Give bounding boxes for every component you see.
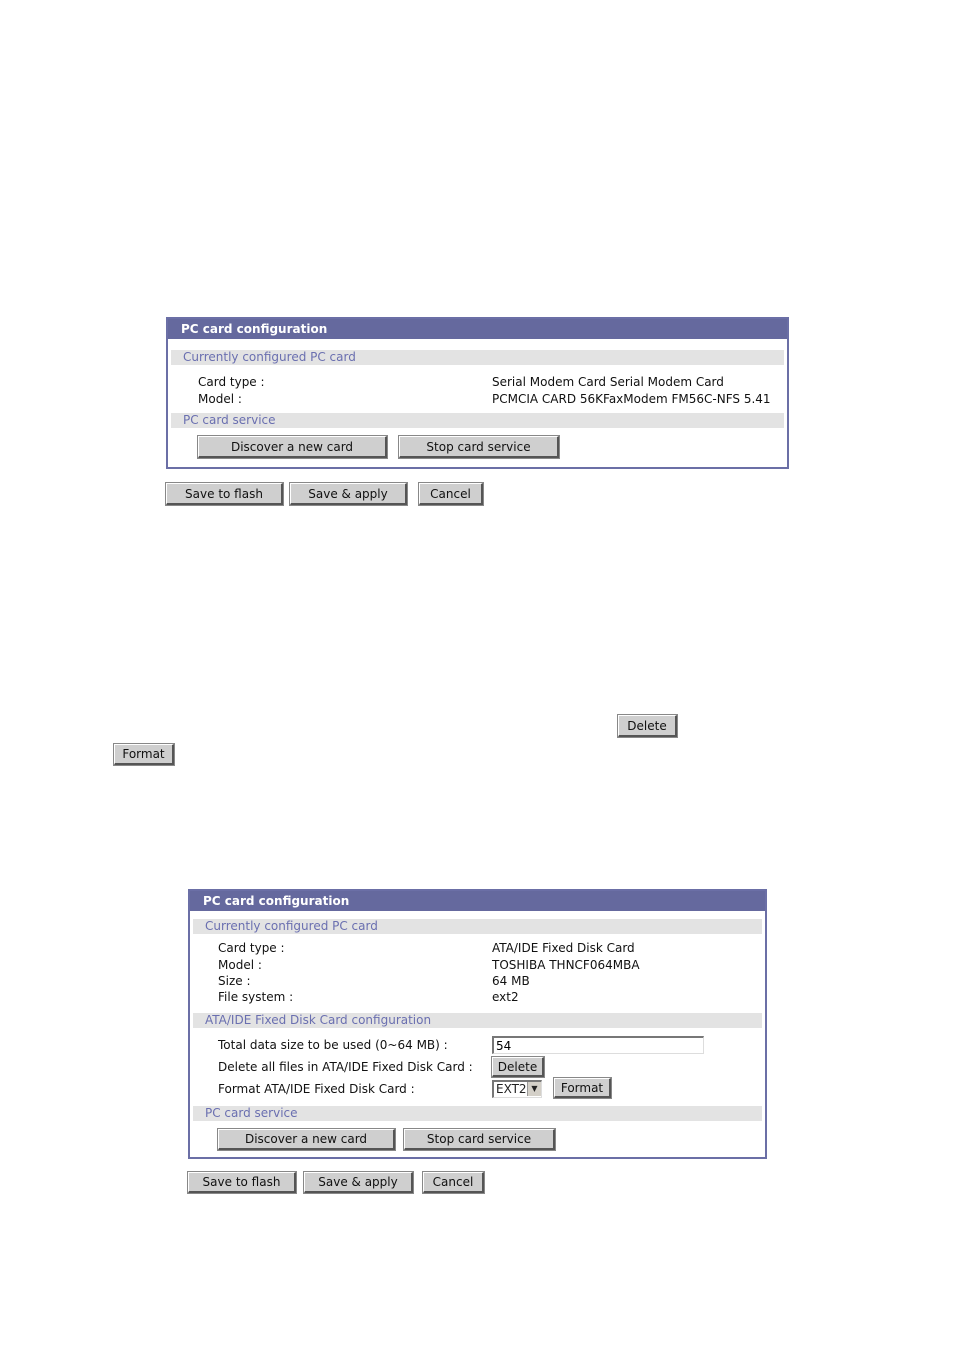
save-apply-button[interactable]: Save & apply (304, 1172, 413, 1193)
card-type-label: Card type : (218, 941, 285, 955)
section-card-service: PC card service (171, 413, 784, 428)
total-size-input[interactable] (492, 1036, 704, 1054)
card-type-label: Card type : (198, 375, 265, 389)
section-current-card: Currently configured PC card (171, 350, 784, 365)
panel-title: PC card configuration (190, 891, 765, 911)
delete-files-label: Delete all files in ATA/IDE Fixed Disk Card : (218, 1060, 473, 1074)
format-button[interactable]: Format (114, 744, 174, 765)
model-value: PCMCIA CARD 56KFaxModem FM56C-NFS 5.41 (492, 392, 771, 406)
model-label: Model : (218, 958, 262, 972)
pc-card-config-panel-2 (188, 889, 767, 1159)
section-current-card: Currently configured PC card (193, 919, 762, 934)
delete-files-button[interactable]: Delete (492, 1057, 544, 1077)
filesystem-select-value: EXT2 (496, 1082, 527, 1096)
section-disk-config: ATA/IDE Fixed Disk Card configuration (193, 1013, 762, 1028)
save-to-flash-button[interactable]: Save to flash (166, 483, 283, 505)
card-type-value: ATA/IDE Fixed Disk Card (492, 941, 635, 955)
pc-card-config-panel-1 (166, 317, 789, 469)
format-disk-button[interactable]: Format (554, 1078, 611, 1098)
cancel-button[interactable]: Cancel (419, 483, 483, 505)
discover-card-button[interactable]: Discover a new card (218, 1129, 395, 1150)
file-system-label: File system : (218, 990, 294, 1004)
cancel-button[interactable]: Cancel (423, 1172, 484, 1193)
discover-card-button[interactable]: Discover a new card (198, 436, 387, 458)
size-value: 64 MB (492, 974, 530, 988)
section-card-service: PC card service (193, 1106, 762, 1121)
save-apply-button[interactable]: Save & apply (290, 483, 407, 505)
size-label: Size : (218, 974, 251, 988)
stop-card-service-button[interactable]: Stop card service (399, 436, 559, 458)
save-to-flash-button[interactable]: Save to flash (188, 1172, 296, 1193)
card-type-value: Serial Modem Card Serial Modem Card (492, 375, 724, 389)
filesystem-select[interactable] (492, 1080, 542, 1098)
model-label: Model : (198, 392, 242, 406)
file-system-value: ext2 (492, 990, 519, 1004)
format-disk-label: Format ATA/IDE Fixed Disk Card : (218, 1082, 415, 1096)
model-value: TOSHIBA THNCF064MBA (492, 958, 640, 972)
total-size-label: Total data size to be used (0~64 MB) : (218, 1038, 448, 1052)
chevron-down-icon[interactable]: ▼ (527, 1082, 541, 1096)
stop-card-service-button[interactable]: Stop card service (404, 1129, 555, 1150)
panel-title: PC card configuration (168, 319, 787, 339)
delete-button[interactable]: Delete (618, 715, 677, 737)
